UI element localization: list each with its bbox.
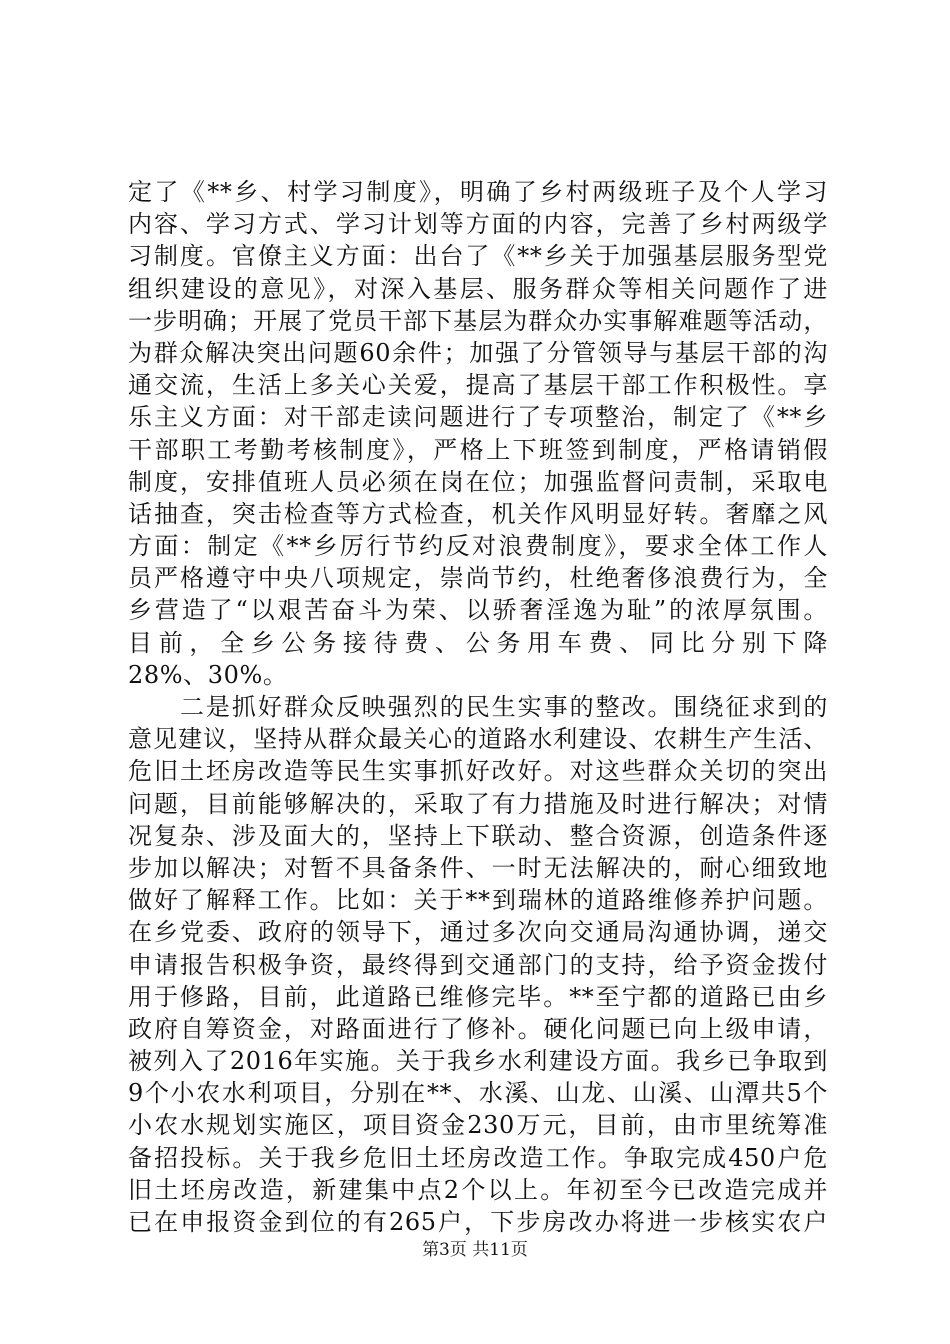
text-line: 28%、30%。 [128, 660, 288, 689]
text-line: 方面：制定《**乡厉行节约反对浪费制度》，要求全体工作人 [128, 532, 828, 561]
text-line: 问题，目前能够解决的，采取了有力措施及时进行解决；对情 [128, 789, 828, 818]
text-line: 内容、学习方式、学习计划等方面的内容，完善了乡村两级学 [128, 210, 828, 239]
text-line: 步加以解决；对暂不具备条件、一时无法解决的，耐心细致地 [128, 853, 828, 882]
text-line: 定了《**乡、村学习制度》，明确了乡村两级班子及个人学习 [128, 178, 828, 206]
text-line: 在乡党委、政府的领导下，通过多次向交通局沟通协调，递交 [128, 918, 828, 947]
text-line: 为群众解决突出问题60余件；加强了分管领导与基层干部的沟 [128, 338, 828, 367]
text-line: 通交流，生活上多关心关爱，提高了基层干部工作积极性。享 [128, 371, 828, 400]
text-line: 被列入了2016年实施。关于我乡水利建设方面。我乡已争取到 [128, 1047, 828, 1076]
text-line: 制度，安排值班人员必须在岗在位；加强监督问责制，采取电 [128, 467, 828, 496]
text-line: 政府自筹资金，对路面进行了修补。硬化问题已向上级申请， [128, 1014, 828, 1043]
text-line: 乡营造了“以艰苦奋斗为荣、以骄奢淫逸为耻”的浓厚氛围。 [128, 596, 828, 625]
page-number: 第3页 共11页 [422, 1240, 528, 1260]
text-line: 乐主义方面：对干部走读问题进行了专项整治，制定了《**乡 [128, 403, 828, 432]
text-line: 组织建设的意见》，对深入基层、服务群众等相关问题作了进 [128, 274, 828, 303]
text-line: 一步明确；开展了党员干部下基层为群众办实事解难题等活动， [128, 306, 828, 335]
text-line: 小农水规划实施区，项目资金230万元，目前，由市里统筹准 [128, 1111, 828, 1140]
text-line: 危旧土坯房改造等民生实事抓好改好。对这些群众关切的突出 [128, 757, 828, 786]
text-line: 用于修路，目前，此道路已维修完毕。**至宁都的道路已由乡 [128, 982, 828, 1011]
text-line: 况复杂、涉及面大的，坚持上下联动、整合资源，创造条件逐 [128, 821, 828, 850]
text-line: 9个小农水利项目，分别在**、水溪、山龙、山溪、山潭共5个 [128, 1079, 828, 1108]
text-line: 目前，全乡公务接待费、公务用车费、同比分别下降 [128, 628, 828, 657]
text-line: 申请报告积极争资，最终得到交通部门的支持，给予资金拨付 [128, 950, 828, 979]
text-line: 已在申报资金到位的有265户，下步房改办将进一步核实农户 [128, 1208, 828, 1236]
text-line: 干部职工考勤考核制度》，严格上下班签到制度，严格请销假 [128, 435, 828, 464]
body-text [128, 176, 828, 1238]
text-line: 员严格遵守中央八项规定，崇尚节约，杜绝奢侈浪费行为，全 [128, 564, 828, 593]
text-line: 二是抓好群众反映强烈的民生实事的整改。围绕征求到的 [128, 693, 828, 721]
text-line: 话抽查，突击检查等方式检查，机关作风明显好转。奢靡之风 [128, 499, 828, 528]
text-line: 备招投标。关于我乡危旧土坯房改造工作。争取完成450户危 [128, 1143, 828, 1172]
text-line: 习制度。官僚主义方面：出台了《**乡关于加强基层服务型党 [128, 242, 828, 271]
text-line: 旧土坯房改造，新建集中点2个以上。年初至今已改造完成并 [128, 1175, 828, 1204]
text-line: 意见建议，坚持从群众最关心的道路水利建设、农耕生产生活、 [128, 725, 828, 754]
text-line: 做好了解释工作。比如：关于**到瑞林的道路维修养护问题。 [128, 886, 828, 915]
